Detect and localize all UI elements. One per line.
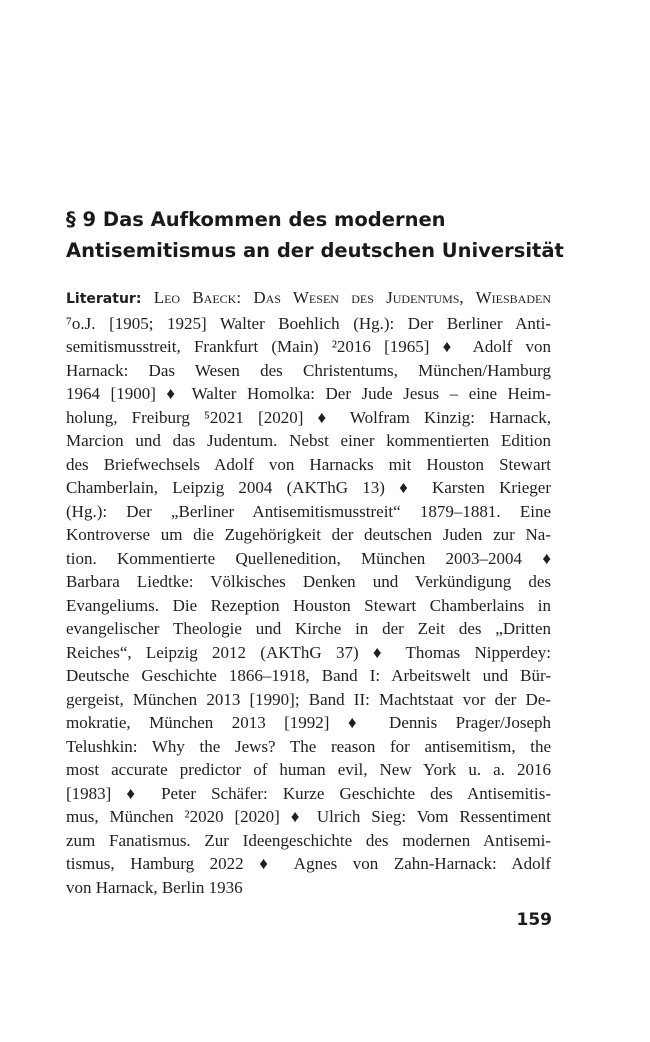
literature-line: tion. Kommentierte Quellenedition, München 2003–2004 ♦ [66, 548, 551, 568]
literature-line: des Briefwechsels Adolf von Harnacks mit Houston Stewart [66, 454, 551, 474]
literature-line: Telushkin: Why the Jews? The reason for antisemitism, the [66, 736, 551, 756]
literature-line: ⁷o.J. [1905; 1925] Walter Boehlich (Hg.): Der Berliner Anti- [66, 313, 551, 333]
heading-line: § 9 Das Aufkommen des modernen [66, 208, 446, 231]
section-heading [66, 204, 566, 266]
literature-label: Literatur: [66, 291, 142, 307]
literature-list [66, 286, 551, 899]
literature-line: Chamberlain, Leipzig 2004 (AKThG 13) ♦ Karsten Krieger [66, 478, 551, 497]
page-number: 159 [516, 910, 552, 930]
literature-line: von Harnack, Berlin 1936 [66, 877, 243, 897]
literature-line: 1964 [1900] ♦ Walter Homolka: Der Jude Jesus – eine Heim- [66, 384, 551, 403]
literature-line: evangelischer Theologie und Kirche in der Zeit des „Dritten [66, 619, 551, 638]
literature-line: Harnack: Das Wesen des Christentums, München/Hamburg [66, 360, 551, 380]
heading-line: Antisemitismus an der deutschen Universität [66, 239, 564, 262]
literature-line: zum Fanatismus. Zur Ideengeschichte des modernen Antisemi- [66, 830, 551, 850]
literature-line [66, 286, 551, 312]
literature-line: tismus, Hamburg 2022 ♦ Agnes von Zahn-Harnack: Adolf [66, 854, 551, 873]
literature-line: most accurate predictor of human evil, New York u. a. 2016 [66, 760, 551, 779]
literature-line: gergeist, München 2013 [1990]; Band II: Machtstaat vor der De- [66, 689, 551, 709]
literature-line: Evangeliums. Die Rezeption Houston Stewart Chamberlains in [66, 595, 551, 615]
literature-line: Marcion und das Judentum. Nebst einer kommentierten Edition [66, 431, 551, 450]
literature-line: Reiches“, Leipzig 2012 (AKThG 37) ♦ Thomas Nipperdey: [66, 642, 551, 662]
literature-line: holung, Freiburg ⁵2021 [2020] ♦ Wolfram Kinzig: Harnack, [66, 407, 551, 427]
literature-line: mus, München ²2020 [2020] ♦ Ulrich Sieg: Vom Ressentiment [66, 807, 551, 826]
literature-line: semitismusstreit, Frankfurt (Main) ²2016 [1965] ♦ Adolf von [66, 337, 551, 356]
literature-line: (Hg.): Der „Berliner Antisemitismusstreit“ 1879–1881. Eine [66, 501, 551, 521]
literature-line: Kontroverse um die Zugehörigkeit der deutschen Juden zur Na- [66, 525, 551, 544]
literature-line: Barbara Liedtke: Völkisches Denken und Verkündigung des [66, 572, 551, 591]
literature-line: Deutsche Geschichte 1866–1918, Band I: Arbeitswelt und Bür- [66, 666, 551, 685]
literature-line: [1983] ♦ Peter Schäfer: Kurze Geschichte des Antisemitis- [66, 783, 551, 803]
literature-line-text: Leo Baeck: Das Wesen des Judentums, Wiesbaden [153, 288, 551, 307]
literature-line: mokratie, München 2013 [1992] ♦ Dennis Prager/Joseph [66, 713, 551, 732]
